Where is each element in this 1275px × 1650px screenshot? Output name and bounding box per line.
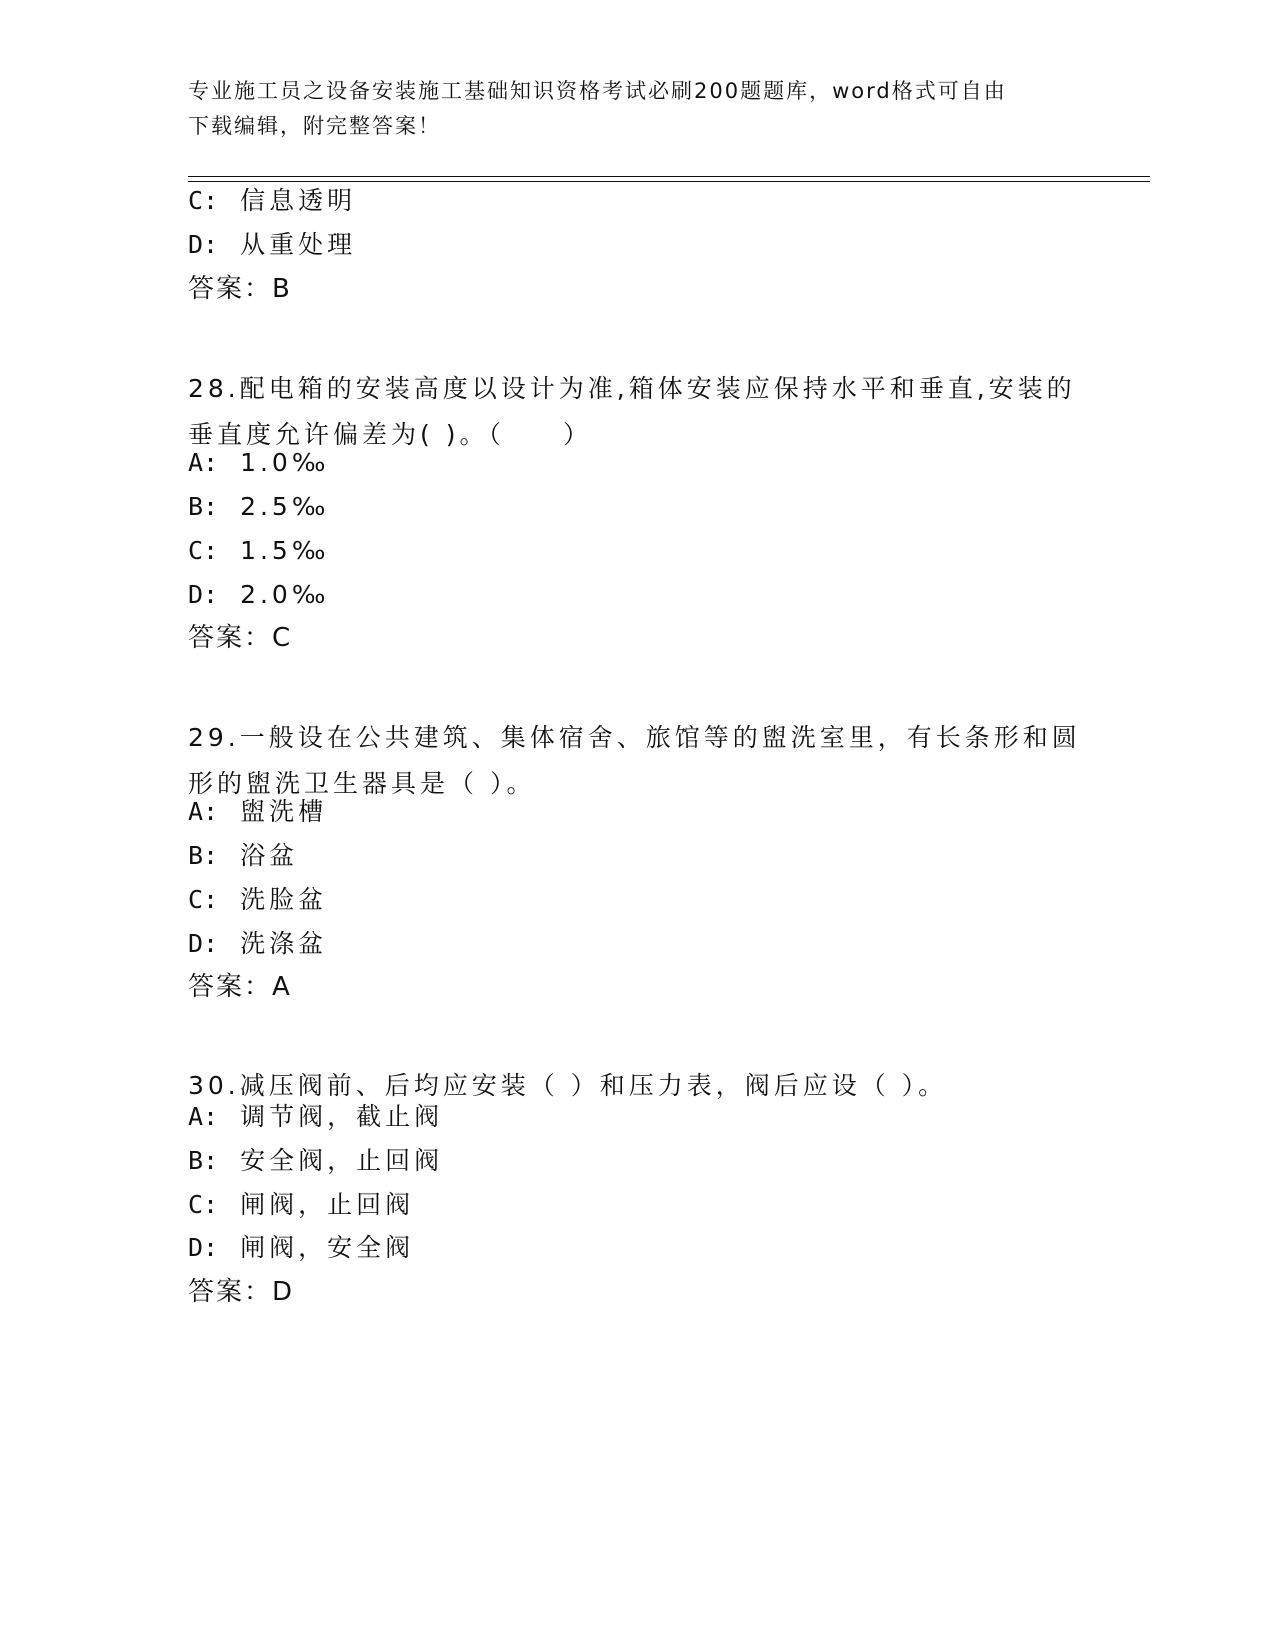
option-text: 1.5‰ bbox=[240, 536, 330, 565]
option-text: 闸阀，止回阀 bbox=[240, 1190, 415, 1219]
option-letter: D: bbox=[188, 929, 219, 958]
question-stem bbox=[188, 366, 1088, 458]
question-stem bbox=[188, 715, 1088, 807]
option-letter: C: bbox=[188, 186, 219, 215]
document-header bbox=[188, 74, 1078, 144]
option-text: 浴盆 bbox=[240, 841, 299, 870]
option-c bbox=[188, 186, 356, 216]
option-letter: B: bbox=[188, 1146, 219, 1175]
question-stem-line-1: 29.一般设在公共建筑、集体宿舍、旅馆等的盥洗室里，有长条形和圆 bbox=[188, 723, 1081, 752]
option-d bbox=[188, 1233, 414, 1263]
option-c bbox=[188, 885, 327, 915]
option-text: 2.0‰ bbox=[240, 580, 330, 609]
option-text: 2.5‰ bbox=[240, 492, 330, 521]
option-d bbox=[188, 580, 329, 610]
option-a bbox=[188, 1102, 443, 1132]
option-letter: D: bbox=[188, 580, 219, 609]
option-letter: A: bbox=[188, 1102, 219, 1131]
option-letter: A: bbox=[188, 797, 219, 826]
question-stem-line-2: 形的盥洗卫生器具是（ ）。 bbox=[188, 769, 536, 798]
option-b bbox=[188, 1146, 443, 1176]
answer-line: 答案：D bbox=[188, 1277, 295, 1307]
option-a bbox=[188, 797, 327, 827]
option-a bbox=[188, 448, 329, 478]
option-d bbox=[188, 230, 356, 260]
header-divider-top bbox=[188, 176, 1150, 177]
option-letter: A: bbox=[188, 448, 219, 477]
option-text: 调节阀，截止阀 bbox=[240, 1102, 444, 1131]
header-line-2: 下载编辑，附完整答案！ bbox=[188, 114, 441, 138]
option-letter: D: bbox=[188, 1233, 219, 1262]
option-letter: B: bbox=[188, 841, 219, 870]
option-letter: C: bbox=[188, 885, 219, 914]
option-letter: C: bbox=[188, 536, 219, 565]
option-text: 1.0‰ bbox=[240, 448, 330, 477]
option-letter: C: bbox=[188, 1190, 219, 1219]
option-letter: D: bbox=[188, 230, 219, 259]
answer-line: 答案：B bbox=[188, 274, 292, 304]
header-line-1: 专业施工员之设备安装施工基础知识资格考试必刷200题题库，word格式可自由 bbox=[188, 79, 1007, 103]
option-text: 洗涤盆 bbox=[240, 929, 328, 958]
option-text: 盥洗槽 bbox=[240, 797, 328, 826]
option-letter: B: bbox=[188, 492, 219, 521]
option-d bbox=[188, 929, 327, 959]
answer-line: 答案：A bbox=[188, 972, 292, 1002]
option-c bbox=[188, 1190, 414, 1220]
option-b bbox=[188, 841, 298, 871]
answer-line: 答案：C bbox=[188, 623, 293, 653]
question-stem-line-1: 28.配电箱的安装高度以设计为准,箱体安装应保持水平和垂直,安装的 bbox=[188, 374, 1076, 403]
option-b bbox=[188, 492, 329, 522]
question-stem-line-1: 30.减压阀前、后均应安装（ ）和压力表，阀后应设（ ）。 bbox=[188, 1071, 948, 1100]
option-text: 信息透明 bbox=[240, 186, 357, 215]
header-divider-bottom bbox=[188, 181, 1150, 182]
option-c bbox=[188, 536, 329, 566]
option-text: 洗脸盆 bbox=[240, 885, 328, 914]
option-text: 安全阀，止回阀 bbox=[240, 1146, 444, 1175]
option-text: 从重处理 bbox=[240, 230, 357, 259]
question-stem-line-2: 垂直度允许偏差为( )。（ ） bbox=[188, 420, 592, 449]
option-text: 闸阀，安全阀 bbox=[240, 1233, 415, 1262]
